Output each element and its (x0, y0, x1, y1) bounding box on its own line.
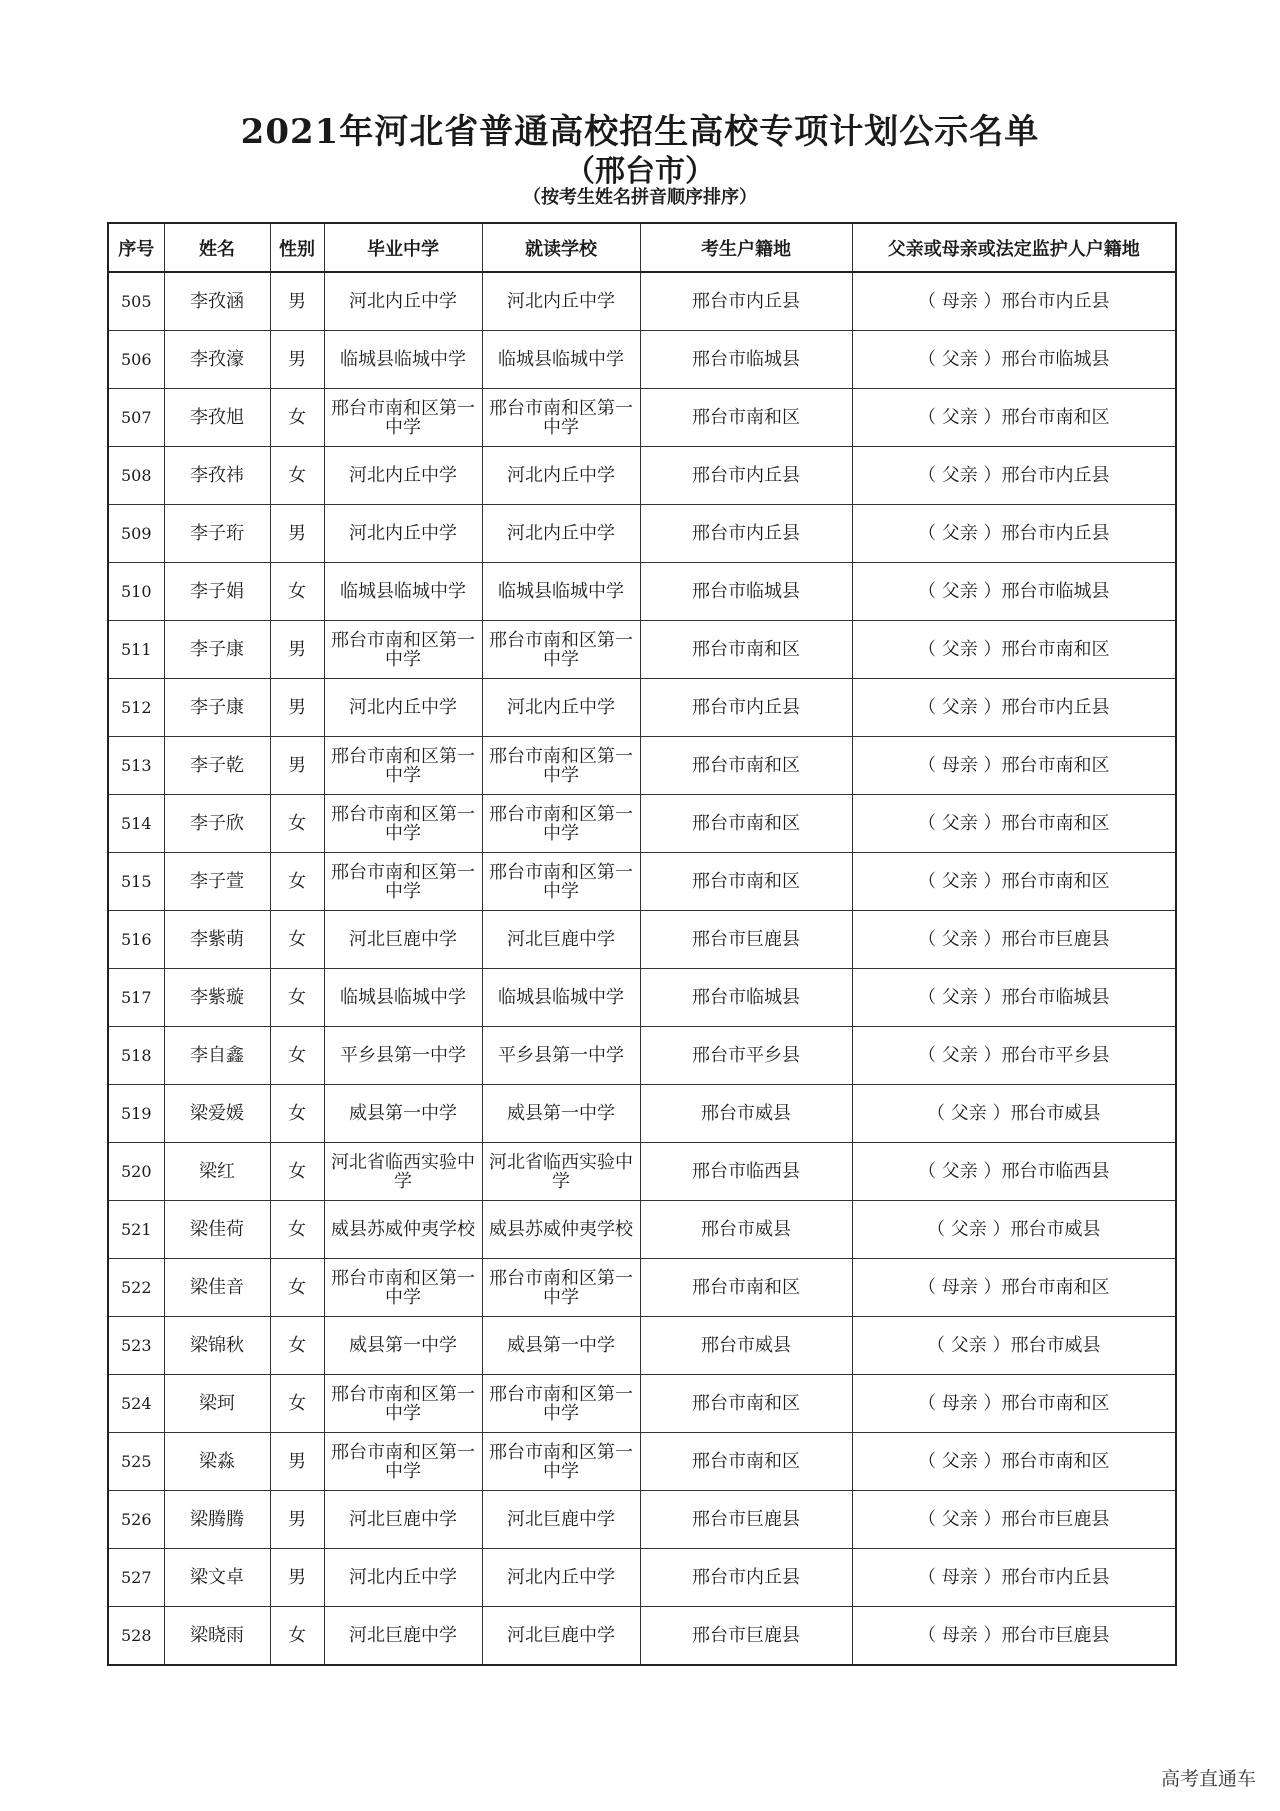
cell-parent-hukou: （ 父亲 ）邢台市临城县 (852, 563, 1176, 621)
table-row (108, 1491, 1176, 1549)
cell-gender: 男 (270, 621, 324, 679)
cell-name: 梁珂 (164, 1375, 270, 1433)
cell-current-school: 威县第一中学 (482, 1085, 640, 1143)
cell-name: 李子康 (164, 621, 270, 679)
cell-gender: 男 (270, 679, 324, 737)
cell-student-hukou: 邢台市临西县 (640, 1143, 852, 1201)
cell-gender: 男 (270, 1433, 324, 1491)
cell-current-school: 河北内丘中学 (482, 1549, 640, 1607)
cell-name: 李子康 (164, 679, 270, 737)
cell-gender: 女 (270, 795, 324, 853)
cell-gender: 女 (270, 447, 324, 505)
watermark-footer: 高考直通车 (1160, 1768, 1256, 1790)
cell-student-hukou: 邢台市巨鹿县 (640, 1607, 852, 1666)
cell-index: 522 (108, 1259, 164, 1317)
cell-name: 李子乾 (164, 737, 270, 795)
document-title: 2021年河北省普通高校招生高校专项计划公示名单 (240, 112, 1040, 152)
cell-current-school: 河北内丘中学 (482, 505, 640, 563)
cell-parent-hukou: （ 母亲 ）邢台市南和区 (852, 737, 1176, 795)
cell-gender: 女 (270, 1027, 324, 1085)
cell-index: 523 (108, 1317, 164, 1375)
cell-student-hukou: 邢台市南和区 (640, 795, 852, 853)
cell-current-school: 邢台市南和区第一中学 (482, 795, 640, 853)
cell-gender: 女 (270, 1201, 324, 1259)
cell-student-hukou: 邢台市内丘县 (640, 1549, 852, 1607)
col-header-student-hukou: 考生户籍地 (640, 223, 852, 272)
cell-student-hukou: 邢台市内丘县 (640, 505, 852, 563)
header-row (108, 223, 1176, 272)
cell-graduation-school: 邢台市南和区第一中学 (324, 1375, 482, 1433)
cell-name: 梁锦秋 (164, 1317, 270, 1375)
cell-name: 李孜旭 (164, 389, 270, 447)
cell-graduation-school: 威县第一中学 (324, 1085, 482, 1143)
cell-name: 梁佳荷 (164, 1201, 270, 1259)
cell-index: 513 (108, 737, 164, 795)
table-row (108, 679, 1176, 737)
table-row (108, 1607, 1176, 1666)
cell-student-hukou: 邢台市南和区 (640, 1433, 852, 1491)
cell-current-school: 邢台市南和区第一中学 (482, 1433, 640, 1491)
cell-student-hukou: 邢台市平乡县 (640, 1027, 852, 1085)
cell-index: 511 (108, 621, 164, 679)
table-row (108, 1317, 1176, 1375)
cell-parent-hukou: （ 父亲 ）邢台市临城县 (852, 969, 1176, 1027)
col-header-index: 序号 (108, 223, 164, 272)
roster-table (107, 222, 1177, 1666)
cell-index: 527 (108, 1549, 164, 1607)
cell-gender: 男 (270, 1491, 324, 1549)
cell-gender: 女 (270, 853, 324, 911)
cell-name: 李子娟 (164, 563, 270, 621)
cell-gender: 女 (270, 969, 324, 1027)
cell-name: 李子珩 (164, 505, 270, 563)
col-header-name: 姓名 (164, 223, 270, 272)
cell-current-school: 邢台市南和区第一中学 (482, 853, 640, 911)
cell-graduation-school: 临城县临城中学 (324, 969, 482, 1027)
cell-current-school: 河北省临西实验中学 (482, 1143, 640, 1201)
table-row (108, 1259, 1176, 1317)
table-row (108, 389, 1176, 447)
cell-gender: 男 (270, 505, 324, 563)
col-header-graduation-school: 毕业中学 (324, 223, 482, 272)
cell-current-school: 邢台市南和区第一中学 (482, 737, 640, 795)
cell-name: 梁佳音 (164, 1259, 270, 1317)
cell-current-school: 邢台市南和区第一中学 (482, 389, 640, 447)
cell-graduation-school: 邢台市南和区第一中学 (324, 853, 482, 911)
cell-gender: 男 (270, 331, 324, 389)
cell-graduation-school: 威县第一中学 (324, 1317, 482, 1375)
cell-index: 514 (108, 795, 164, 853)
cell-name: 梁腾腾 (164, 1491, 270, 1549)
cell-name: 梁红 (164, 1143, 270, 1201)
cell-gender: 女 (270, 563, 324, 621)
cell-current-school: 河北巨鹿中学 (482, 1607, 640, 1666)
roster-body (108, 272, 1176, 1665)
cell-name: 李子萱 (164, 853, 270, 911)
cell-gender: 女 (270, 1085, 324, 1143)
cell-index: 526 (108, 1491, 164, 1549)
cell-student-hukou: 邢台市威县 (640, 1085, 852, 1143)
cell-graduation-school: 邢台市南和区第一中学 (324, 795, 482, 853)
cell-parent-hukou: （ 父亲 ）邢台市南和区 (852, 853, 1176, 911)
cell-current-school: 邢台市南和区第一中学 (482, 621, 640, 679)
cell-parent-hukou: （ 母亲 ）邢台市南和区 (852, 1259, 1176, 1317)
cell-parent-hukou: （ 母亲 ）邢台市内丘县 (852, 272, 1176, 331)
cell-name: 李子欣 (164, 795, 270, 853)
cell-index: 512 (108, 679, 164, 737)
cell-name: 李孜濠 (164, 331, 270, 389)
table-row (108, 853, 1176, 911)
table-row (108, 331, 1176, 389)
table-row (108, 1433, 1176, 1491)
cell-parent-hukou: （ 父亲 ）邢台市临城县 (852, 331, 1176, 389)
cell-name: 李紫璇 (164, 969, 270, 1027)
cell-gender: 女 (270, 1317, 324, 1375)
cell-index: 524 (108, 1375, 164, 1433)
table-row (108, 737, 1176, 795)
table-row (108, 1549, 1176, 1607)
cell-parent-hukou: （ 母亲 ）邢台市南和区 (852, 1375, 1176, 1433)
cell-gender: 女 (270, 389, 324, 447)
cell-student-hukou: 邢台市威县 (640, 1317, 852, 1375)
cell-graduation-school: 邢台市南和区第一中学 (324, 621, 482, 679)
cell-parent-hukou: （ 父亲 ）邢台市临西县 (852, 1143, 1176, 1201)
cell-current-school: 临城县临城中学 (482, 331, 640, 389)
table-row (108, 621, 1176, 679)
cell-graduation-school: 河北内丘中学 (324, 447, 482, 505)
table-row (108, 969, 1176, 1027)
cell-graduation-school: 邢台市南和区第一中学 (324, 389, 482, 447)
cell-student-hukou: 邢台市南和区 (640, 1375, 852, 1433)
cell-index: 519 (108, 1085, 164, 1143)
cell-index: 528 (108, 1607, 164, 1666)
cell-index: 510 (108, 563, 164, 621)
cell-graduation-school: 临城县临城中学 (324, 331, 482, 389)
cell-student-hukou: 邢台市威县 (640, 1201, 852, 1259)
col-header-gender: 性别 (270, 223, 324, 272)
cell-gender: 女 (270, 911, 324, 969)
cell-graduation-school: 河北巨鹿中学 (324, 1607, 482, 1666)
cell-index: 525 (108, 1433, 164, 1491)
table-row (108, 1201, 1176, 1259)
cell-parent-hukou: （ 父亲 ）邢台市南和区 (852, 1433, 1176, 1491)
cell-graduation-school: 河北省临西实验中学 (324, 1143, 482, 1201)
cell-student-hukou: 邢台市南和区 (640, 389, 852, 447)
table-row (108, 563, 1176, 621)
cell-student-hukou: 邢台市巨鹿县 (640, 1491, 852, 1549)
cell-index: 518 (108, 1027, 164, 1085)
cell-gender: 女 (270, 1375, 324, 1433)
cell-graduation-school: 河北内丘中学 (324, 505, 482, 563)
cell-parent-hukou: （ 父亲 ）邢台市威县 (852, 1317, 1176, 1375)
table-row (108, 1143, 1176, 1201)
cell-name: 李自鑫 (164, 1027, 270, 1085)
cell-graduation-school: 河北内丘中学 (324, 679, 482, 737)
cell-index: 520 (108, 1143, 164, 1201)
cell-name: 梁淼 (164, 1433, 270, 1491)
city-subtitle: （邢台市） (565, 154, 715, 189)
cell-current-school: 临城县临城中学 (482, 563, 640, 621)
col-header-parent-hukou: 父亲或母亲或法定监护人户籍地 (852, 223, 1176, 272)
cell-parent-hukou: （ 父亲 ）邢台市威县 (852, 1085, 1176, 1143)
cell-current-school: 河北巨鹿中学 (482, 1491, 640, 1549)
cell-parent-hukou: （ 父亲 ）邢台市内丘县 (852, 447, 1176, 505)
cell-student-hukou: 邢台市南和区 (640, 621, 852, 679)
cell-index: 521 (108, 1201, 164, 1259)
cell-student-hukou: 邢台市内丘县 (640, 447, 852, 505)
cell-index: 506 (108, 331, 164, 389)
cell-parent-hukou: （ 父亲 ）邢台市平乡县 (852, 1027, 1176, 1085)
cell-gender: 男 (270, 1549, 324, 1607)
cell-student-hukou: 邢台市巨鹿县 (640, 911, 852, 969)
cell-current-school: 河北巨鹿中学 (482, 911, 640, 969)
table-row (108, 1375, 1176, 1433)
cell-graduation-school: 河北巨鹿中学 (324, 911, 482, 969)
cell-name: 梁晓雨 (164, 1607, 270, 1666)
table-row (108, 1027, 1176, 1085)
cell-graduation-school: 河北巨鹿中学 (324, 1491, 482, 1549)
cell-parent-hukou: （ 母亲 ）邢台市巨鹿县 (852, 1607, 1176, 1666)
cell-current-school: 威县第一中学 (482, 1317, 640, 1375)
cell-index: 515 (108, 853, 164, 911)
cell-gender: 女 (270, 1607, 324, 1666)
cell-graduation-school: 邢台市南和区第一中学 (324, 1259, 482, 1317)
cell-student-hukou: 邢台市南和区 (640, 853, 852, 911)
cell-index: 507 (108, 389, 164, 447)
cell-parent-hukou: （ 母亲 ）邢台市内丘县 (852, 1549, 1176, 1607)
cell-index: 517 (108, 969, 164, 1027)
cell-current-school: 邢台市南和区第一中学 (482, 1375, 640, 1433)
table-row (108, 795, 1176, 853)
cell-student-hukou: 邢台市临城县 (640, 331, 852, 389)
cell-index: 508 (108, 447, 164, 505)
cell-graduation-school: 邢台市南和区第一中学 (324, 1433, 482, 1491)
cell-current-school: 威县苏威仲夷学校 (482, 1201, 640, 1259)
cell-parent-hukou: （ 父亲 ）邢台市内丘县 (852, 505, 1176, 563)
cell-gender: 女 (270, 1143, 324, 1201)
cell-current-school: 平乡县第一中学 (482, 1027, 640, 1085)
cell-student-hukou: 邢台市内丘县 (640, 272, 852, 331)
sort-note: （按考生姓名拼音顺序排序） (523, 187, 757, 208)
table-row (108, 1085, 1176, 1143)
cell-parent-hukou: （ 父亲 ）邢台市南和区 (852, 795, 1176, 853)
cell-graduation-school: 邢台市南和区第一中学 (324, 737, 482, 795)
cell-index: 505 (108, 272, 164, 331)
cell-current-school: 河北内丘中学 (482, 679, 640, 737)
cell-name: 李紫萌 (164, 911, 270, 969)
cell-current-school: 河北内丘中学 (482, 447, 640, 505)
cell-student-hukou: 邢台市临城县 (640, 969, 852, 1027)
cell-name: 李孜涵 (164, 272, 270, 331)
cell-parent-hukou: （ 父亲 ）邢台市内丘县 (852, 679, 1176, 737)
table-row (108, 911, 1176, 969)
cell-graduation-school: 河北内丘中学 (324, 1549, 482, 1607)
table-row (108, 505, 1176, 563)
cell-current-school: 临城县临城中学 (482, 969, 640, 1027)
cell-gender: 男 (270, 737, 324, 795)
cell-graduation-school: 威县苏威仲夷学校 (324, 1201, 482, 1259)
cell-student-hukou: 邢台市南和区 (640, 737, 852, 795)
cell-parent-hukou: （ 父亲 ）邢台市南和区 (852, 389, 1176, 447)
cell-parent-hukou: （ 父亲 ）邢台市巨鹿县 (852, 1491, 1176, 1549)
cell-index: 509 (108, 505, 164, 563)
cell-parent-hukou: （ 父亲 ）邢台市南和区 (852, 621, 1176, 679)
cell-index: 516 (108, 911, 164, 969)
cell-current-school: 河北内丘中学 (482, 272, 640, 331)
cell-student-hukou: 邢台市临城县 (640, 563, 852, 621)
cell-name: 梁文卓 (164, 1549, 270, 1607)
cell-graduation-school: 平乡县第一中学 (324, 1027, 482, 1085)
col-header-current-school: 就读学校 (482, 223, 640, 272)
cell-current-school: 邢台市南和区第一中学 (482, 1259, 640, 1317)
cell-student-hukou: 邢台市南和区 (640, 1259, 852, 1317)
table-row (108, 272, 1176, 331)
cell-gender: 女 (270, 1259, 324, 1317)
cell-graduation-school: 河北内丘中学 (324, 272, 482, 331)
table-row (108, 447, 1176, 505)
cell-gender: 男 (270, 272, 324, 331)
cell-parent-hukou: （ 父亲 ）邢台市巨鹿县 (852, 911, 1176, 969)
cell-name: 李孜祎 (164, 447, 270, 505)
cell-name: 梁爱媛 (164, 1085, 270, 1143)
cell-parent-hukou: （ 父亲 ）邢台市威县 (852, 1201, 1176, 1259)
cell-student-hukou: 邢台市内丘县 (640, 679, 852, 737)
cell-graduation-school: 临城县临城中学 (324, 563, 482, 621)
